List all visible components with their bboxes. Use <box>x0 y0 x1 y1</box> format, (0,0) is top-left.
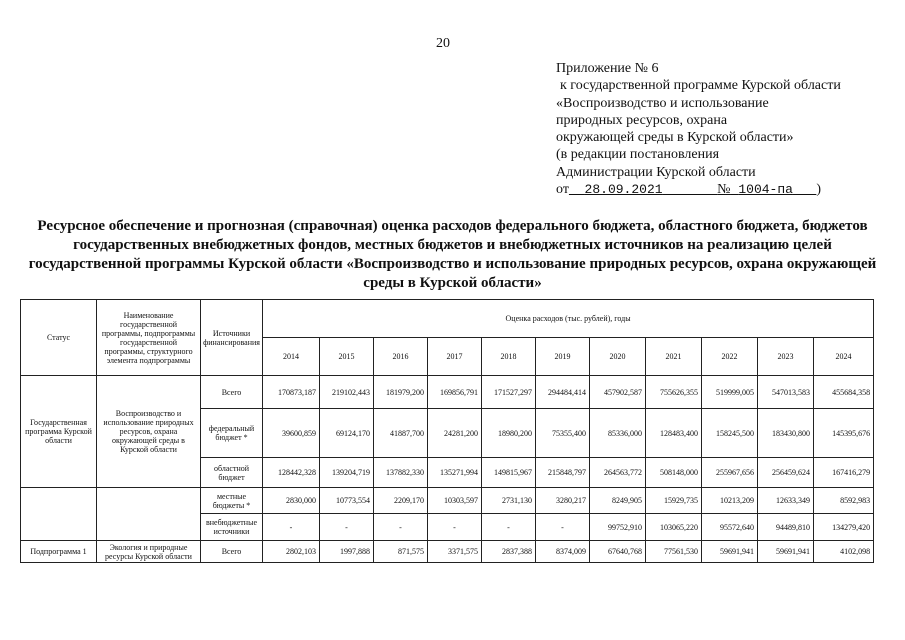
appendix-line: Приложение № 6 <box>556 61 659 76</box>
year-header: 2019 <box>536 338 590 376</box>
value-cell: - <box>482 514 536 541</box>
header-status: Статус <box>21 300 97 376</box>
value-cell: 3280,217 <box>536 488 590 514</box>
year-header: 2021 <box>646 338 702 376</box>
year-header: 2018 <box>482 338 536 376</box>
value-cell: 167416,279 <box>814 458 874 488</box>
value-cell: 547013,583 <box>758 376 814 409</box>
value-cell: 294484,414 <box>536 376 590 409</box>
value-cell: 264563,772 <box>590 458 646 488</box>
header-row <box>21 300 874 338</box>
value-cell: 219102,443 <box>320 376 374 409</box>
value-cell: 8249,905 <box>590 488 646 514</box>
value-cell: 99752,910 <box>590 514 646 541</box>
value-cell: 24281,200 <box>428 409 482 458</box>
appendix-block <box>556 60 896 198</box>
value-cell: 103065,220 <box>646 514 702 541</box>
year-header: 2024 <box>814 338 874 376</box>
value-cell: - <box>374 514 428 541</box>
value-cell: 3371,575 <box>428 541 482 563</box>
value-cell: 41887,700 <box>374 409 428 458</box>
year-header: 2016 <box>374 338 428 376</box>
value-cell: 2830,000 <box>263 488 320 514</box>
table-row <box>21 488 874 514</box>
page-number: 20 <box>436 36 450 51</box>
value-cell: 145395,676 <box>814 409 874 458</box>
value-cell: 128442,328 <box>263 458 320 488</box>
appendix-line: окружающей среды в Курской области» <box>556 130 794 146</box>
value-cell: 8374,009 <box>536 541 590 563</box>
source-cell: федеральный бюджет * <box>201 409 263 458</box>
program-name: Воспроизводство и использование природных ресурсов, охрана окружающей среды в Курской области <box>97 376 201 488</box>
value-cell: 149815,967 <box>482 458 536 488</box>
value-cell: 256459,624 <box>758 458 814 488</box>
value-cell: 10303,597 <box>428 488 482 514</box>
value-cell: 15929,735 <box>646 488 702 514</box>
value-cell: - <box>320 514 374 541</box>
source-cell: местные бюджеты * <box>201 488 263 514</box>
value-cell: 12633,349 <box>758 488 814 514</box>
value-cell: 94489,810 <box>758 514 814 541</box>
value-cell: 457902,587 <box>590 376 646 409</box>
source-cell: областной бюджет <box>201 458 263 488</box>
year-header: 2014 <box>263 338 320 376</box>
value-cell: 508148,000 <box>646 458 702 488</box>
appendix-line: (в редакции постановления <box>556 147 720 163</box>
header-sources: Источники финансирования <box>201 300 263 376</box>
value-cell: 18980,200 <box>482 409 536 458</box>
value-cell: 59691,941 <box>702 541 758 563</box>
value-cell: 85336,000 <box>590 409 646 458</box>
value-cell: 139204,719 <box>320 458 374 488</box>
year-header: 2015 <box>320 338 374 376</box>
header-name: Наименование государственной программы, подпрограммы государственной программы, структурного элемента подпрограммы <box>97 300 201 376</box>
year-header: 2017 <box>428 338 482 376</box>
empty-status-cell <box>21 488 97 541</box>
source-cell: внебюджетные источники <box>201 514 263 541</box>
value-cell: 169856,791 <box>428 376 482 409</box>
value-cell: 2837,388 <box>482 541 536 563</box>
value-cell: 95572,640 <box>702 514 758 541</box>
value-cell: 2209,170 <box>374 488 428 514</box>
appendix-line: Администрации Курской области <box>556 164 756 180</box>
value-cell: 519999,005 <box>702 376 758 409</box>
value-cell: 158245,500 <box>702 409 758 458</box>
year-header: 2023 <box>758 338 814 376</box>
value-cell: - <box>428 514 482 541</box>
value-cell: 170873,187 <box>263 376 320 409</box>
empty-name-cell <box>97 488 201 541</box>
value-cell: 75355,400 <box>536 409 590 458</box>
number-label: № <box>717 182 731 198</box>
value-cell: 4102,098 <box>814 541 874 563</box>
value-cell: 183430,800 <box>758 409 814 458</box>
value-cell: 134279,420 <box>814 514 874 541</box>
value-cell: 135271,994 <box>428 458 482 488</box>
value-cell: 171527,297 <box>482 376 536 409</box>
appendix-line: к государственной программе Курской области <box>560 78 841 94</box>
value-cell: 128483,400 <box>646 409 702 458</box>
resolution-number: 1004-па <box>738 182 793 198</box>
year-header: 2022 <box>702 338 758 376</box>
appendix-line: «Воспроизводство и использование <box>556 95 769 111</box>
appendix-line: природных ресурсов, охрана <box>556 112 728 128</box>
value-cell: 1997,888 <box>320 541 374 563</box>
subprogram-name: Экология и природные ресурсы Курской области <box>97 541 201 563</box>
appendix-date-line <box>556 181 896 198</box>
subprogram-status: Подпрограмма 1 <box>21 541 97 563</box>
header-estimate: Оценка расходов (тыс. рублей), годы <box>263 300 874 338</box>
value-cell: 2802,103 <box>263 541 320 563</box>
value-cell: 10773,554 <box>320 488 374 514</box>
value-cell: 77561,530 <box>646 541 702 563</box>
source-cell: Всего <box>201 541 263 563</box>
value-cell: 455684,358 <box>814 376 874 409</box>
value-cell: 871,575 <box>374 541 428 563</box>
document-title: Ресурсное обеспечение и прогнозная (справочная) оценка расходов федерального бюджета, областного бюджета, бюджетов государственных внебюджетных фондов, местных бюджетов и внебюджетных источников на реализацию целей государственной программы Курской области «Воспроизводство и использование природных ресурсов, охрана окружающей среды в Курской области» <box>28 218 877 291</box>
close-paren: ) <box>816 182 822 198</box>
year-header: 2020 <box>590 338 646 376</box>
value-cell: 59691,941 <box>758 541 814 563</box>
resolution-date: 28.09.2021 <box>584 182 663 198</box>
value-cell: 39600,859 <box>263 409 320 458</box>
from-label: от <box>556 182 569 198</box>
value-cell: 2731,130 <box>482 488 536 514</box>
resource-table <box>20 299 874 563</box>
program-status: Государственная программа Курской области <box>21 376 97 488</box>
value-cell: 69124,170 <box>320 409 374 458</box>
table-row <box>21 541 874 563</box>
value-cell: 755626,355 <box>646 376 702 409</box>
value-cell: 181979,200 <box>374 376 428 409</box>
value-cell: 8592,983 <box>814 488 874 514</box>
source-cell: Всего <box>201 376 263 409</box>
value-cell: - <box>263 514 320 541</box>
value-cell: 255967,656 <box>702 458 758 488</box>
value-cell: 137882,330 <box>374 458 428 488</box>
value-cell: 215848,797 <box>536 458 590 488</box>
value-cell: 10213,209 <box>702 488 758 514</box>
value-cell: 67640,768 <box>590 541 646 563</box>
value-cell: - <box>536 514 590 541</box>
table-row <box>21 376 874 409</box>
